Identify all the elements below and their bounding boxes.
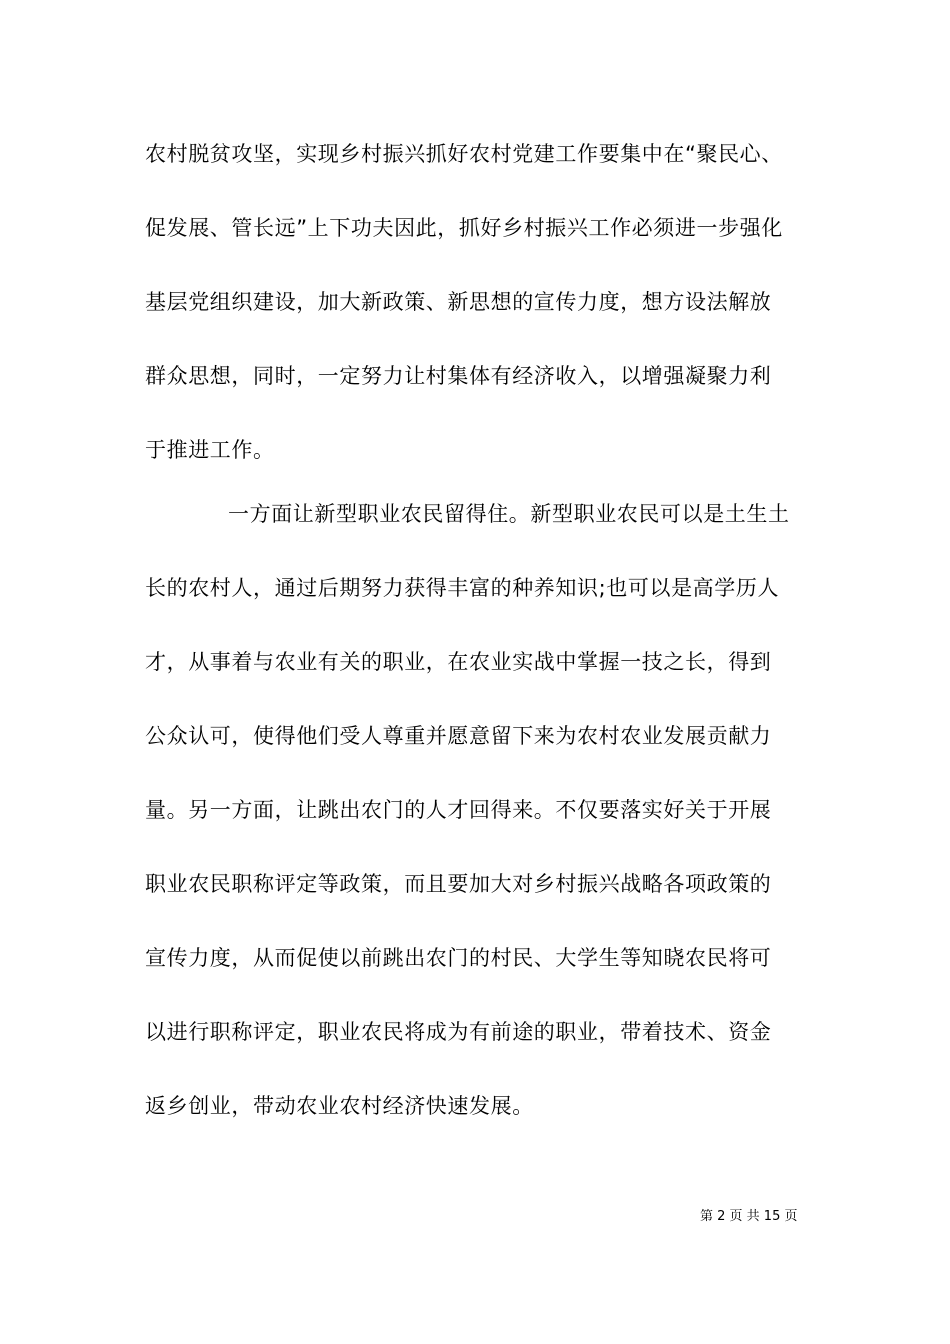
text-line: 以进行职称评定，职业农民将成为有前途的职业，带着技术、资金 <box>145 1020 772 1044</box>
text-line: 才，从事着与农业有关的职业，在农业实战中掌握一技之长，得到 <box>145 650 772 674</box>
text-line: 于推进工作。 <box>145 438 275 462</box>
text-line: 返乡创业，带动农业农村经济快速发展。 <box>145 1094 534 1118</box>
text-line: 公众认可，使得他们受人尊重并愿意留下来为农村农业发展贡献力 <box>145 724 772 748</box>
text-line: 促发展、管长远”上下功夫因此，抓好乡村振兴工作必须进一步强化 <box>145 216 783 240</box>
text-line: 一方面让新型职业农民留得住。新型职业农民可以是土生土 <box>228 502 790 526</box>
page-number-footer: 第 2 页 共 15 页 <box>700 1209 798 1224</box>
text-line: 基层党组织建设，加大新政策、新思想的宣传力度，想方设法解放 <box>145 290 772 314</box>
text-line: 农村脱贫攻坚，实现乡村振兴抓好农村党建工作要集中在“聚民心、 <box>145 142 783 166</box>
text-line: 量。另一方面，让跳出农门的人才回得来。不仅要落实好关于开展 <box>145 798 772 822</box>
text-line: 长的农村人，通过后期努力获得丰富的种养知识;也可以是高学历人 <box>145 576 780 600</box>
text-line: 职业农民职称评定等政策，而且要加大对乡村振兴战略各项政策的 <box>145 872 772 896</box>
text-line: 群众思想，同时，一定努力让村集体有经济收入，以增强凝聚力利 <box>145 364 772 388</box>
text-line: 宣传力度，从而促使以前跳出农门的村民、大学生等知晓农民将可 <box>145 946 772 970</box>
